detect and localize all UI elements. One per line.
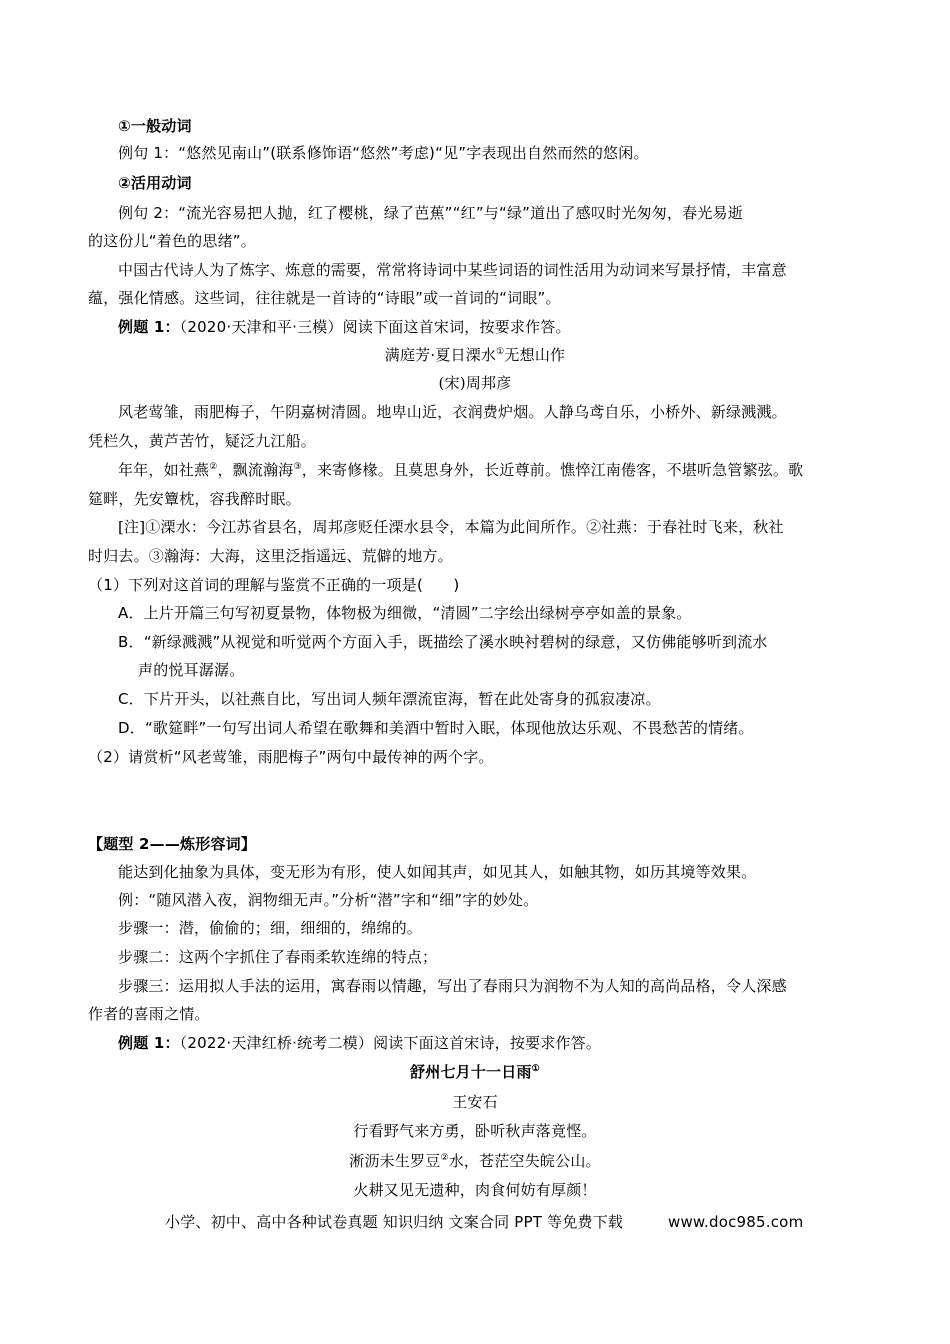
sub-question-2: （2）请赏析“风老莺雏，雨肥梅子”两句中最传神的两个字。	[88, 748, 494, 766]
poem-2-line-1: 行看野气来方勇，卧听秋声落竟悭。	[353, 1122, 597, 1140]
question-text: （2020·天津和平·三模）阅读下面这首宋词，按要求作答。	[179, 318, 571, 336]
poem-line-4: 筵畔，先安簟枕，容我醉时眠。	[88, 490, 301, 508]
option-c: C．下片开头，以社燕自比，写出词人频年漂流宦海，暂在此处寄身的孤寂凄凉。	[118, 690, 661, 708]
footer-link[interactable]: www.doc985.com	[668, 1213, 804, 1231]
poem-note-line1: [注]①溧水：今江苏省县名，周邦彦贬任溧水县令，本篇为此间所作。②社燕：于春社时飞来，秋社	[118, 518, 784, 536]
step-3-line2: 作者的喜雨之情。	[88, 1005, 210, 1023]
paragraph-line2: 蕴，强化情感。这些词，往往就是一首诗的“诗眼”或一首词的“词眼”。	[88, 289, 561, 307]
step-2: 步骤二：这两个字抓住了春雨柔软连绵的特点；	[118, 948, 438, 966]
step-3-line1: 步骤三：运用拟人手法的运用，寓春雨以情趣，写出了春雨只为润物不为人知的高尚品格，令人深感	[118, 977, 787, 995]
option-b-line1: B．“新绿溅溅”从视觉和听觉两个方面入手，既描绘了溪水映衬碧树的绿意，又仿佛能够听到流水	[118, 633, 768, 651]
footer-text: 小学、初中、高中各种试卷真题 知识归纳 文案合同 PPT 等免费下载	[165, 1213, 624, 1231]
heading-general-verb: ①一般动词	[118, 117, 192, 135]
question-label: 例题 1：	[118, 318, 180, 336]
section2-example: 例：“随风潜入夜，润物细无声。”分析“潜”字和“细”字的妙处。	[118, 891, 539, 909]
poem-line-3: 年年，如社燕②，飘流瀚海③，来寄修椽。且莫思身外，长近尊前。憔悴江南倦客，不堪听急管繁弦。歌	[118, 461, 804, 479]
poem-2-line-3: 火耕又见无遗种，肉食何妨有厚颜！	[353, 1181, 597, 1199]
heading-flexible-verb: ②活用动词	[118, 174, 192, 192]
poem-2-author: 王安石	[452, 1093, 498, 1111]
example-sentence-2-line2: 的这份儿“着色的思绪”。	[88, 232, 256, 250]
paragraph-line1: 中国古代诗人为了炼字、炼意的需要，常常将诗词中某些词语的词性活用为动词来写景抒情，丰富意	[118, 261, 787, 279]
option-d: D．“歌筵畔”一句写出词人希望在歌舞和美酒中暂时入眠，体现他放达乐观、不畏愁苦的情绪。	[118, 719, 754, 737]
option-a: A．上片开篇三句写初夏景物，体物极为细微，“清圆”二字绘出绿树亭亭如盖的景象。	[118, 604, 692, 622]
poem-2-title: 舒州七月十一日雨①	[410, 1063, 540, 1081]
sub-question-1: （1）下列对这首词的理解与鉴赏不正确的一项是( )	[88, 576, 460, 594]
poem-author: (宋)周邦彦	[438, 374, 512, 392]
question-text: （2022·天津红桥·统考二模）阅读下面这首宋诗，按要求作答。	[179, 1034, 602, 1052]
poem-line-2: 凭栏久，黄芦苦竹，疑泛九江船。	[88, 432, 317, 450]
poem-2-line-2: 淅沥未生罗豆②水，苍茫空失皖公山。	[349, 1152, 601, 1170]
poem-line-1: 风老莺雏，雨肥梅子，午阴嘉树清圆。地卑山近，衣润费炉烟。人静乌鸢自乐，小桥外、新绿溅溅。	[118, 403, 787, 421]
question-1-prompt	[118, 317, 571, 337]
step-1: 步骤一：潜，偷偷的；细，细细的，绵绵的。	[118, 919, 423, 937]
example-sentence-1: 例句 1：“悠然见南山”(联系修饰语“悠然”考虑)“见”字表现出自然而然的悠闲。	[118, 144, 649, 162]
poem-note-line2: 时归去。③瀚海：大海，这里泛指遥远、荒僻的地方。	[88, 547, 453, 565]
section-heading-type2: 【题型 2——炼形容词】	[88, 835, 257, 853]
example-sentence-2-line1: 例句 2：“流光容易把人抛，红了樱桃，绿了芭蕉”“红”与“绿”道出了感叹时光匆匆，春光易逝	[118, 204, 743, 222]
question-label: 例题 1：	[118, 1034, 180, 1052]
question-2-prompt	[118, 1033, 601, 1053]
option-b-line2: 声的悦耳潺潺。	[138, 661, 245, 679]
section2-paragraph: 能达到化抽象为具体，变无形为有形，使人如闻其声，如见其人，如触其物，如历其境等效果。	[118, 863, 757, 881]
poem-title: 满庭芳·夏日溧水①无想山作	[384, 346, 566, 364]
